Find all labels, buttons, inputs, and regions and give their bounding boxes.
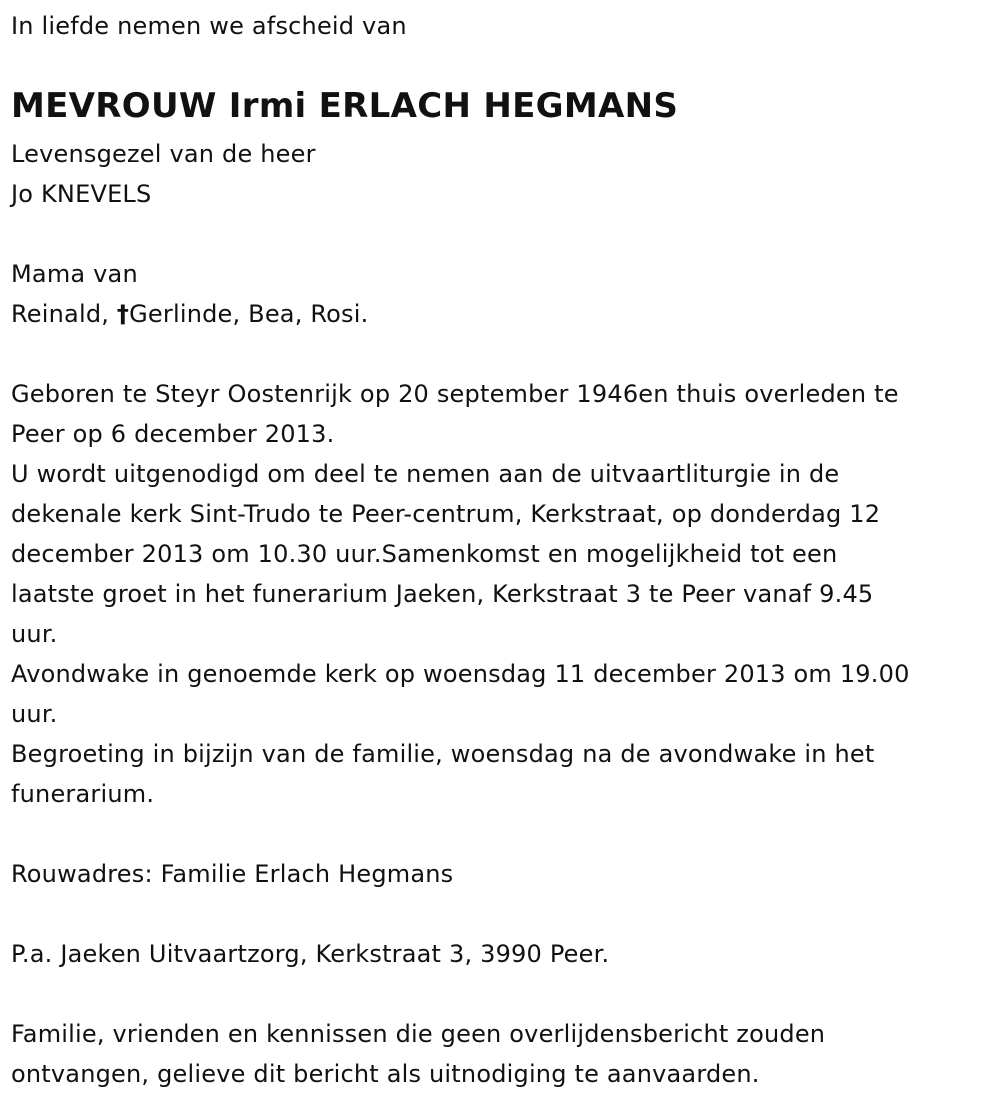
deceased-name: MEVROUW Irmi ERLACH HEGMANS <box>11 86 679 126</box>
children-heading: Mama van <box>11 260 138 288</box>
funeral-info-block <box>11 374 910 814</box>
info-line: funerarium. <box>11 780 155 808</box>
info-line: Begroeting in bijzijn van de familie, woensdag na de avondwake in het <box>11 740 875 768</box>
partner-line-1: Levensgezel van de heer <box>11 140 316 168</box>
intro-line: In liefde nemen we afscheid van <box>11 12 407 40</box>
pa-address-block <box>11 934 609 974</box>
cross-icon: † <box>116 300 130 328</box>
family-note-line-2: ontvangen, gelieve dit bericht als uitnodiging te aanvaarden. <box>11 1060 760 1088</box>
child-name-first: Reinald, <box>11 300 117 328</box>
family-note-line-1: Familie, vrienden en kennissen die geen overlijdensbericht zouden <box>11 1020 826 1048</box>
rouwadres-line: Rouwadres: Familie Erlach Hegmans <box>11 860 454 888</box>
family-note-block <box>11 1014 825 1094</box>
info-line: uur. <box>11 620 58 648</box>
child-names-rest: Gerlinde, Bea, Rosi. <box>129 300 369 328</box>
info-line: uur. <box>11 700 58 728</box>
partner-line-2: Jo KNEVELS <box>11 180 152 208</box>
info-line: Peer op 6 december 2013. <box>11 420 335 448</box>
info-line: december 2013 om 10.30 uur.Samenkomst en mogelijkheid tot een <box>11 540 838 568</box>
info-line: laatste groet in het funerarium Jaeken, Kerkstraat 3 te Peer vanaf 9.45 <box>11 580 874 608</box>
info-line: Avondwake in genoemde kerk op woensdag 11 december 2013 om 19.00 <box>11 660 910 688</box>
partner-block <box>11 134 316 214</box>
info-line: Geboren te Steyr Oostenrijk op 20 september 1946en thuis overleden te <box>11 380 899 408</box>
info-line: dekenale kerk Sint-Trudo te Peer-centrum, Kerkstraat, op donderdag 12 <box>11 500 881 528</box>
children-names <box>11 294 368 334</box>
info-line: U wordt uitgenodigd om deel te nemen aan de uitvaartliturgie in de <box>11 460 840 488</box>
rouwadres-block <box>11 854 453 894</box>
children-block <box>11 254 368 334</box>
pa-address-line: P.a. Jaeken Uitvaartzorg, Kerkstraat 3, 3990 Peer. <box>11 940 610 968</box>
